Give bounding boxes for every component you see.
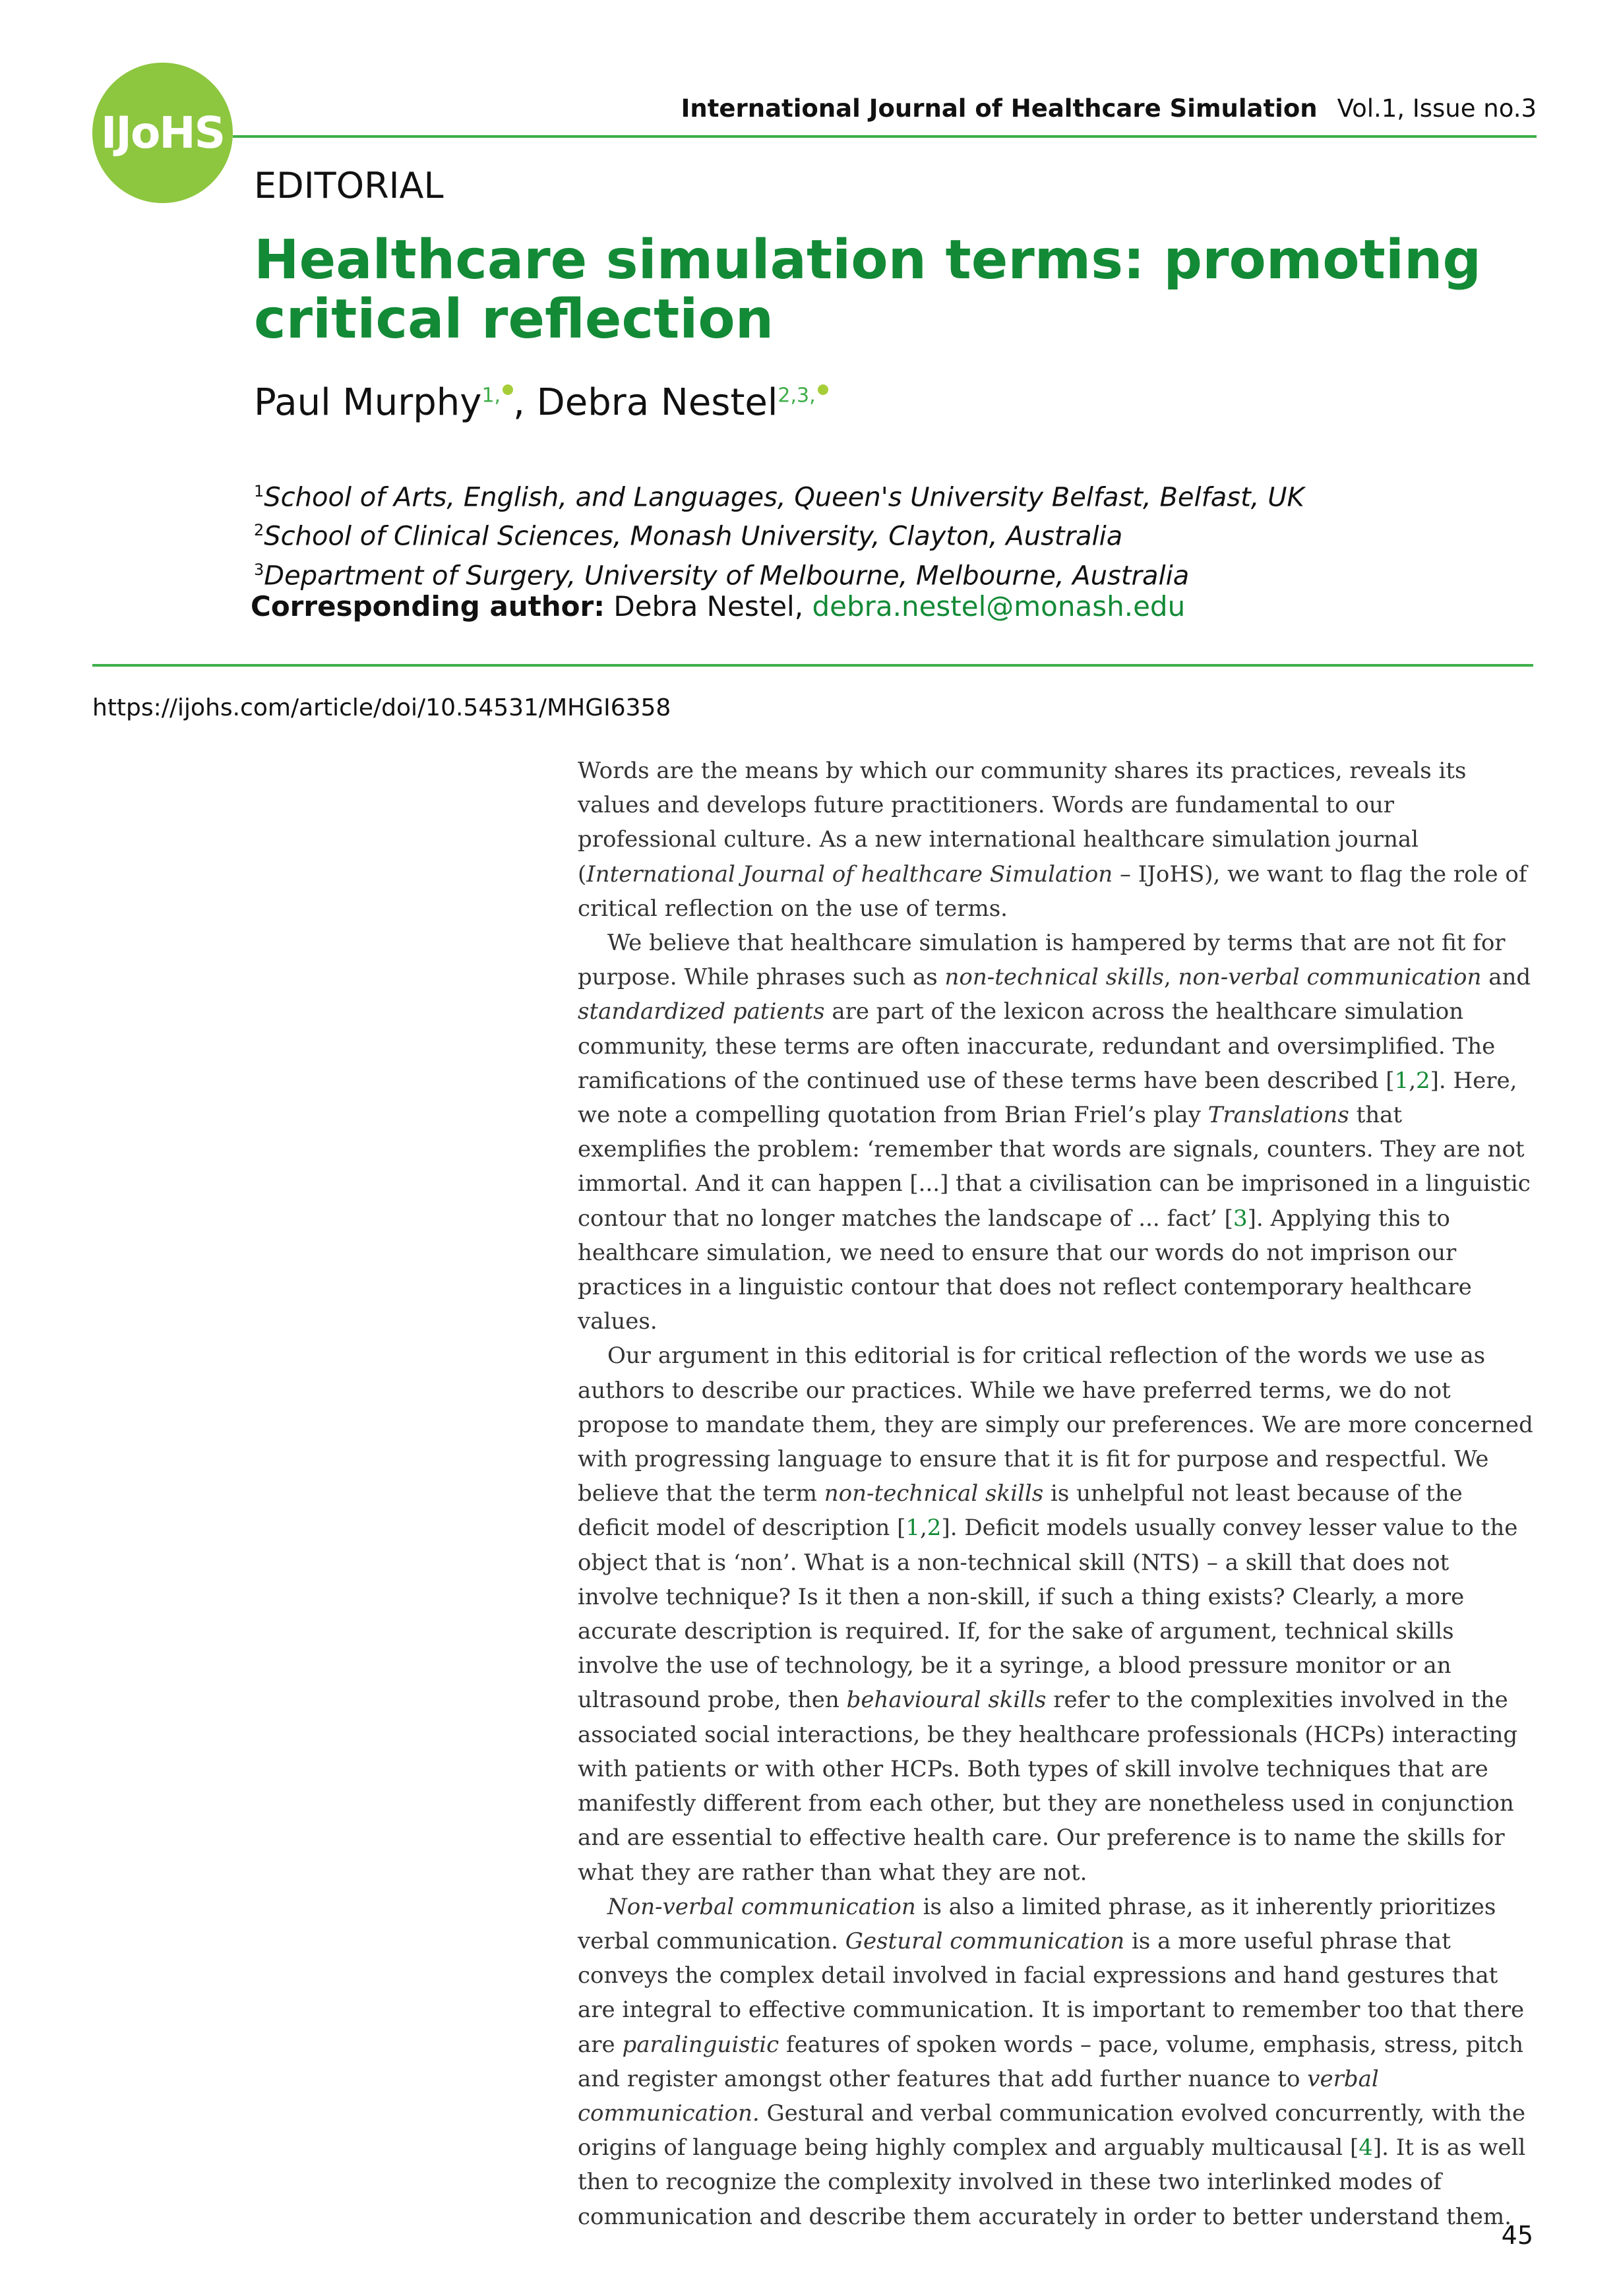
- author-list: [254, 381, 828, 424]
- affiliation-line: [254, 514, 1304, 553]
- reference-link[interactable]: 1: [1394, 1067, 1409, 1094]
- author-name[interactable]: Paul Murphy: [254, 381, 482, 424]
- paragraph: We believe that healthcare simulation is hampered by terms that are not fit for purpose. While phrases such as non-technical skills, non-verbal communication and standardized patients are part of the lexicon across the healthcare simulation community, these terms are often inaccurate, redundant and oversimplified. The ramifications of the continued use of these terms have been described [1,2]. Here, we note a compelling quotation from Brian Friel’s play Translations that exemplifies the problem: ‘remember that words are signals, counters. They are not immortal. And it can happen [...] that a civilisation can be imprisoned in a linguistic contour that no longer matches the landscape of ... fact’ [3]. Applying this to healthcare simulation, we need to ensure that our words do not imprison our practices in a linguistic contour that does not reflect contemporary healthcare values.: [578, 930, 1531, 1335]
- reference-link[interactable]: 1: [905, 1515, 920, 1542]
- affiliation-number: 1: [254, 482, 264, 500]
- paragraph: Words are the means by which our community shares its practices, reveals its values and develops future practitioners. Words are fundamental to our professional culture. As a new international healthcare simulation journal (International Journal of healthcare Simulation – IJoHS), we want to flag the role of critical reflection on the use of terms.: [578, 758, 1527, 922]
- affiliation-line: [254, 475, 1304, 514]
- paragraph: Non-verbal communication is also a limited phrase, as it inherently prioritizes verbal communication. Gestural communication is a more useful phrase that conveys the complex detail involved in facial expressions and hand gestures that are integral to effective communication. It is important to remember too that there are paralinguistic features of spoken words – pace, volume, emphasis, stress, pitch and register amongst other features that add further nuance to verbal communication. Gestural and verbal communication evolved concurrently, with the origins of language being highly complex and arguably multicausal [4]. It is as well then to recognize the complexity involved in these two interlinked modes of communication and describe them accurately in order to better understand them.: [578, 1893, 1526, 2230]
- corresponding-name: Debra Nestel,: [613, 590, 804, 622]
- author-name[interactable]: Debra Nestel: [536, 381, 778, 424]
- affiliation-line: [254, 553, 1304, 592]
- header-divider: [233, 135, 1537, 138]
- article-title: Healthcare simulation terms: promoting critical reflection: [254, 229, 1482, 351]
- article-body: [578, 754, 1535, 2234]
- reference-link[interactable]: 2: [927, 1515, 942, 1542]
- header-bottom-divider: [92, 664, 1533, 667]
- author-separator: ,: [513, 381, 537, 424]
- author-affiliation-marker[interactable]: 2,3,: [778, 384, 816, 408]
- orcid-icon[interactable]: [818, 384, 828, 395]
- section-label: EDITORIAL: [254, 165, 444, 206]
- affiliation-number: 3: [254, 560, 264, 579]
- author-affiliation-marker[interactable]: 1,: [481, 384, 501, 408]
- reference-link[interactable]: 2: [1416, 1067, 1430, 1094]
- journal-logo: IJoHS: [92, 63, 233, 203]
- affiliations: [254, 475, 1304, 592]
- journal-header: [681, 94, 1537, 123]
- volume-issue: Vol.1, Issue no.3: [1337, 94, 1537, 123]
- orcid-icon[interactable]: [503, 384, 513, 395]
- journal-name: International Journal of Healthcare Simulation: [681, 94, 1318, 123]
- corresponding-author: [251, 590, 1185, 622]
- paragraph: Our argument in this editorial is for critical reflection of the words we use as authors to describe our practices. While we have preferred terms, we do not propose to mandate them, they are simply our preferences. We are more concerned with progressing language to ensure that it is fit for purpose and respectful. We believe that the term non-technical skills is unhelpful not least because of the deficit model of description [1,2]. Deficit models usually convey lesser value to the object that is ‘non’. What is a non-technical skill (NTS) – a skill that does not involve technique? Is it then a non-skill, if such a thing exists? Clearly, a more accurate description is required. If, for the sake of argument, technical skills involve the use of technology, be it a syringe, a blood pressure monitor or an ultrasound probe, then behavioural skills refer to the complexities involved in the associated social interactions, be they healthcare professionals (HCPs) interacting with patients or with other HCPs. Both types of skill involve techniques that are manifestly different from each other, but they are nonetheless used in conjunction and are essential to effective health care. Our preference is to name the skills for what they are rather than what they are not.: [578, 1343, 1533, 1886]
- reference-link[interactable]: 4: [1359, 2134, 1373, 2161]
- affiliation-number: 2: [254, 521, 264, 540]
- doi-link[interactable]: https://ijohs.com/article/doi/10.54531/MHGI6358: [92, 694, 671, 721]
- reference-link[interactable]: 3: [1233, 1205, 1248, 1232]
- affiliation-text: School of Arts, English, and Languages, Queen's University Belfast, Belfast, UK: [264, 482, 1304, 513]
- affiliation-text: School of Clinical Sciences, Monash University, Clayton, Australia: [264, 521, 1123, 552]
- corresponding-label: Corresponding author:: [251, 590, 605, 622]
- affiliation-text: Department of Surgery, University of Melbourne, Melbourne, Australia: [264, 560, 1190, 591]
- page-number: 45: [1501, 2221, 1533, 2250]
- corresponding-email-link[interactable]: debra.nestel@monash.edu: [812, 590, 1186, 622]
